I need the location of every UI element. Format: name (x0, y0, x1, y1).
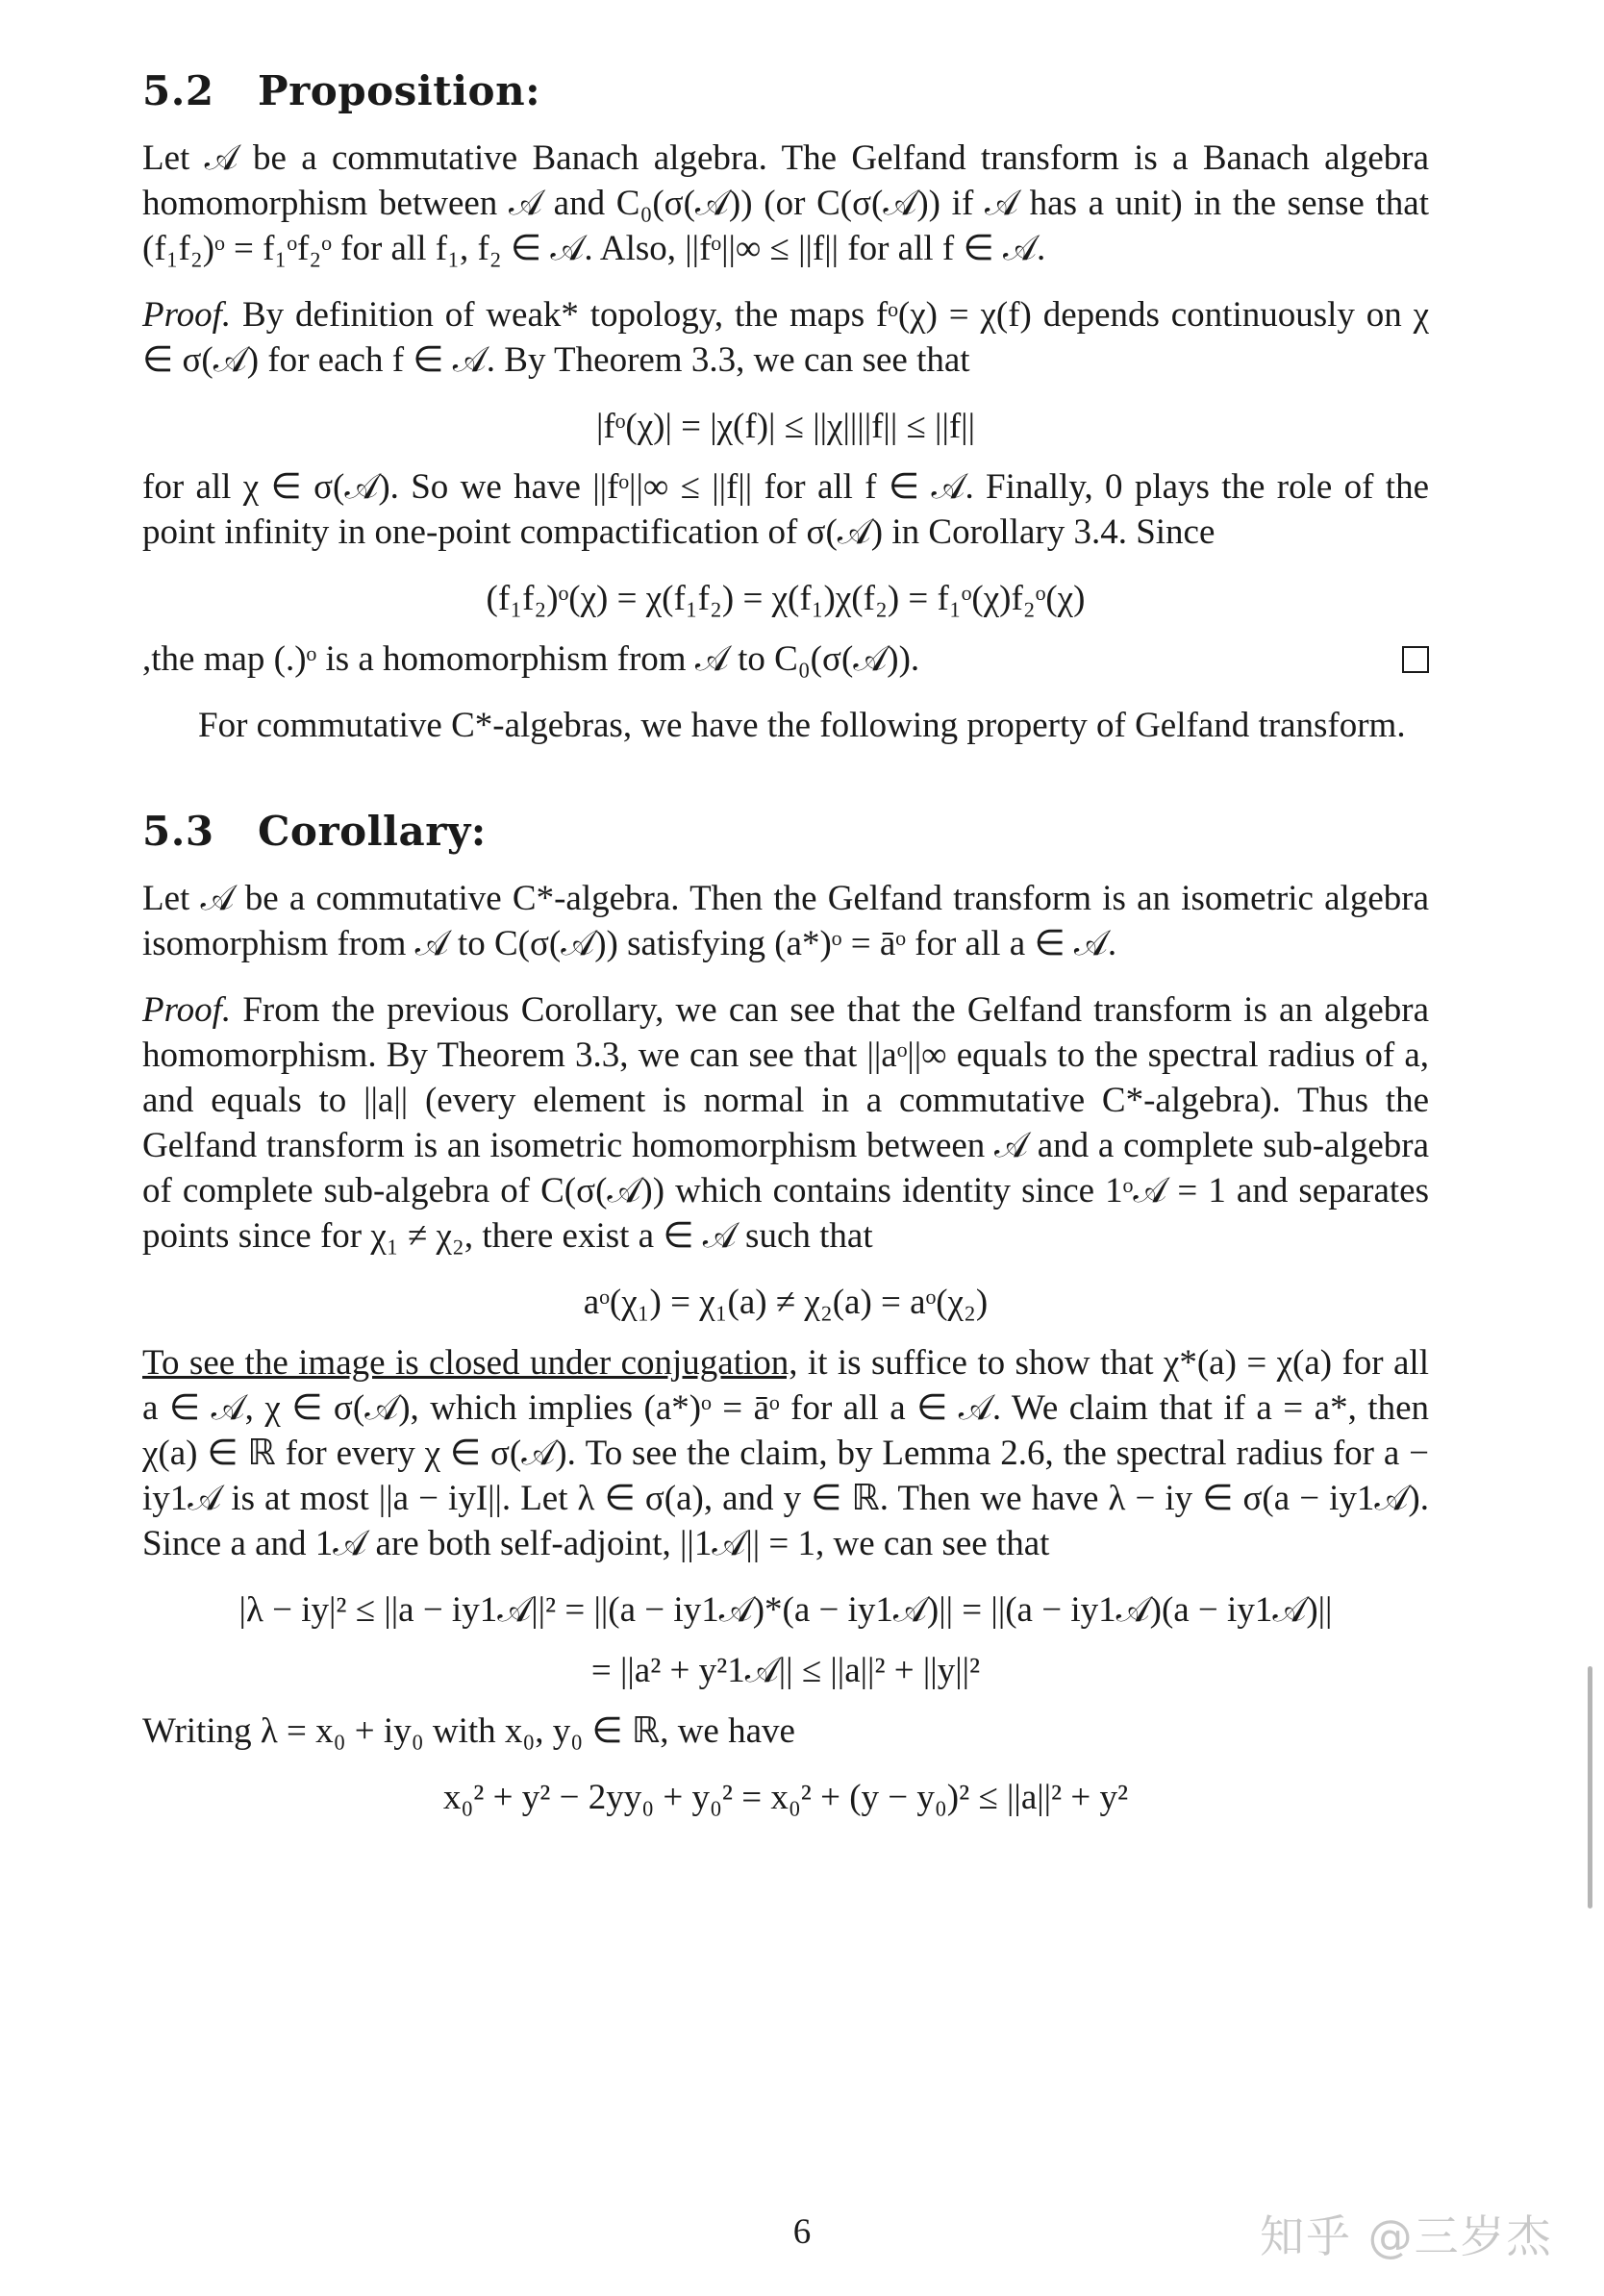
proof-text: ,the map (.)ᵒ is a homomorphism from 𝒜 to C₀(σ(𝒜)). (142, 639, 920, 679)
proof-paragraph (142, 987, 1429, 1259)
qed-symbol (1402, 646, 1429, 673)
section-title: Corollary: (258, 808, 487, 855)
section-heading-5-2 (142, 67, 1429, 114)
proof-text: From the previous Corollary, we can see that the Gelfand transform is an algebra homomorphism. By Theorem 3.3, we can see that ||aᵒ||∞ equals to the spectral radius of a, and equals to ||a|| (every element is normal in a commutative C*-algebra). Thus the Gelfand transform is an isometric homomorphism between 𝒜 and a complete sub-algebra of complete sub-algebra of C(σ(𝒜)) which contains identity since 1ᵒ𝒜 = 1 and separates points since for χ₁ ≠ χ₂, there exist a ∈ 𝒜 such that (142, 990, 1430, 1256)
proof-conclusion (142, 636, 1429, 682)
equation-expansion: x₀² + y² − 2yy₀ + y₀² = x₀² + (y − y₀)² ≤ ||a||² + y² (442, 1778, 1129, 1817)
equation-spectral-bound-continued: = ||a² + y²1𝒜|| ≤ ||a||² + ||y||² (590, 1651, 981, 1690)
proof-text: By definition of weak* topology, the maps fᵒ(χ) = χ(f) depends continuously on χ ∈ σ(𝒜) for each f ∈ 𝒜. By Theorem 3.3, we can see that (142, 295, 1429, 380)
section-heading-5-3 (142, 808, 1429, 855)
proof-label: Proof. (142, 990, 232, 1030)
equation-norm-bound: |fᵒ(χ)| = |χ(f)| ≤ ||χ||||f|| ≤ ||f|| (596, 407, 975, 446)
equation-separates-points: aᵒ(χ₁) = χ₁(a) ≠ χ₂(a) = aᵒ(χ₂) (583, 1283, 989, 1322)
equation-homomorphism: (f₁f₂)ᵒ(χ) = χ(f₁f₂) = χ(f₁)χ(f₂) = f₁ᵒ(χ)f₂ᵒ(χ) (486, 579, 1086, 618)
scrollbar[interactable] (1588, 1666, 1592, 1909)
proof-label: Proof. (142, 295, 232, 335)
proof-paragraph (142, 292, 1429, 383)
section-title: Proposition: (258, 67, 541, 114)
document-page (142, 67, 1429, 1835)
section-number: 5.3 (142, 808, 214, 855)
transition-paragraph: For commutative C*-algebras, we have the following property of Gelfand transform. (198, 706, 1406, 745)
proposition-statement: Let 𝒜 be a commutative Banach algebra. The Gelfand transform is a Banach algebra homomorphism between 𝒜 and C₀(σ(𝒜)) (or C(σ(𝒜)) if 𝒜 has a unit) in the sense that (f₁f₂)ᵒ = f₁ᵒf₂ᵒ for all f₁, f₂ ∈ 𝒜. Also, ||fᵒ||∞ ≤ ||f|| for all f ∈ 𝒜. (142, 138, 1429, 268)
page-number: 6 (792, 2212, 812, 2252)
proof-paragraph: for all χ ∈ σ(𝒜). So we have ||fᵒ||∞ ≤ ||f|| for all f ∈ 𝒜. Finally, 0 plays the role of the point infinity in one-point compactification of σ(𝒜) in Corollary 3.4. Since (142, 467, 1429, 552)
corollary-statement: Let 𝒜 be a commutative C*-algebra. Then the Gelfand transform is an isometric algebra isomorphism from 𝒜 to C(σ(𝒜)) satisfying (a*)ᵒ = āᵒ for all a ∈ 𝒜. (142, 879, 1429, 963)
equation-spectral-bound: |λ − iy|² ≤ ||a − iy1𝒜||² = ||(a − iy1𝒜)*(a − iy1𝒜)|| = ||(a − iy1𝒜)(a − iy1𝒜)|| (238, 1590, 1333, 1630)
underlined-text: To see the image is closed under conjugation, (142, 1343, 798, 1383)
watermark: 知乎 @三岁杰 (1260, 2210, 1553, 2262)
proof-text: it is suffice to show that χ*(a) = χ(a) for all a ∈ 𝒜, χ ∈ σ(𝒜), which implies (a*)ᵒ = āᵒ for all a ∈ 𝒜. We claim that if a = a*, then χ(a) ∈ ℝ for every χ ∈ σ(𝒜). To see the claim, by Lemma 2.6, the spectral radius for a − iy1𝒜 is at most ||a − iyI||. Let λ ∈ σ(a), and y ∈ ℝ. Then we have λ − iy ∈ σ(a − iy1𝒜). Since a and 1𝒜 are both self-adjoint, ||1𝒜|| = 1, we can see that (142, 1343, 1429, 1563)
spacer (142, 769, 1429, 808)
proof-paragraph (142, 1340, 1429, 1566)
proof-paragraph: Writing λ = x₀ + iy₀ with x₀, y₀ ∈ ℝ, we have (142, 1711, 795, 1751)
section-number: 5.2 (142, 67, 214, 114)
